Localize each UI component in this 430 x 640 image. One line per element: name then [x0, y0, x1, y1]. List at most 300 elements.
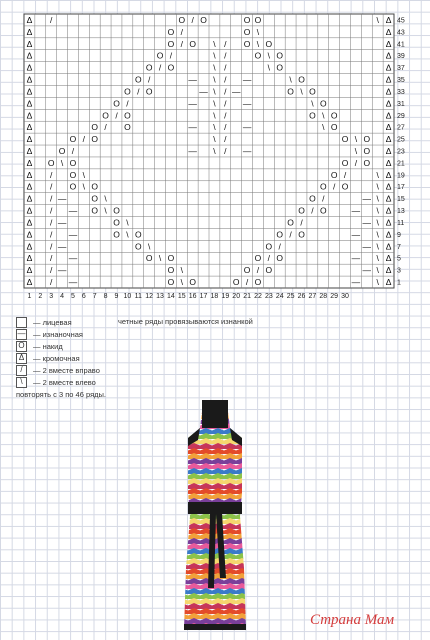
column-number-label: 19: [221, 293, 230, 300]
column-number-label: 3: [49, 293, 54, 300]
row-number-label: 21: [397, 160, 405, 168]
stitch-symbol: O: [91, 181, 99, 192]
stitch-symbol: Δ: [26, 74, 33, 85]
stitch-symbol: O: [330, 110, 338, 121]
column-number-label: 27: [308, 293, 317, 300]
row-number-label: 41: [397, 41, 405, 49]
stitch-symbol: O: [91, 134, 99, 145]
stitch-symbol: O: [69, 157, 77, 168]
stitch-symbol: O: [167, 265, 175, 276]
stitch-symbol: O: [363, 146, 371, 156]
stitch-symbol: /: [50, 193, 53, 204]
stitch-symbol: \: [256, 38, 260, 49]
stitch-symbol: O: [363, 134, 371, 145]
stitch-symbol: Δ: [385, 134, 392, 145]
stitch-symbol: \: [180, 265, 183, 276]
column-number-label: 22: [254, 293, 262, 300]
stitch-symbol: \: [311, 98, 314, 109]
column-number-label: 16: [188, 293, 197, 300]
stitch-symbol: —: [199, 86, 208, 97]
stitch-symbol: \: [376, 193, 379, 204]
stitch-symbol: —: [57, 241, 67, 252]
stitch-symbol: /: [224, 110, 227, 121]
stitch-symbol: /: [300, 217, 303, 228]
stitch-symbol: —: [68, 253, 78, 264]
yarn-over-symbol: O: [16, 341, 27, 352]
stitch-symbol: /: [82, 134, 86, 145]
column-number-label: 4: [60, 293, 65, 300]
k2tog-left-symbol: \: [16, 377, 27, 388]
stitch-symbol: O: [254, 50, 262, 61]
stitch-symbol: O: [319, 205, 327, 216]
stitch-symbol: /: [50, 229, 53, 240]
stitch-symbol: /: [224, 38, 227, 49]
legend-yarn-over: [16, 340, 67, 352]
stitch-symbol: —: [242, 74, 252, 85]
stitch-symbol: \: [289, 74, 292, 85]
purl-symbol: —: [17, 329, 26, 338]
stitch-symbol: /: [224, 86, 227, 97]
stitch-symbol: —: [362, 217, 372, 228]
stitch-symbol: O: [167, 26, 175, 37]
stitch-symbol: O: [243, 38, 251, 49]
stitch-symbol: O: [341, 181, 349, 192]
stitch-symbol: O: [167, 253, 175, 264]
row-number-label: 27: [397, 124, 405, 132]
stitch-symbol: Δ: [26, 157, 33, 168]
stitch-symbol: O: [319, 98, 327, 109]
stitch-symbol: \: [82, 169, 86, 180]
stitch-symbol: /: [267, 253, 271, 264]
stitch-symbol: O: [287, 217, 294, 228]
stitch-symbol: Δ: [385, 277, 392, 288]
stitch-symbol: O: [341, 157, 349, 168]
stitch-symbol: \: [213, 110, 216, 121]
row-number-label: 17: [397, 184, 405, 192]
stitch-symbol: \: [126, 217, 129, 228]
dress-zigzag-stripe: [170, 633, 260, 638]
stitch-symbol: \: [213, 134, 216, 145]
stitch-symbol: /: [224, 62, 227, 73]
stitch-symbol: O: [298, 205, 305, 216]
stitch-symbol: Δ: [385, 74, 392, 85]
row-number-label: 33: [397, 88, 405, 96]
stitch-symbol: /: [50, 181, 53, 192]
column-number-label: 14: [167, 293, 175, 300]
stitch-symbol: O: [145, 86, 153, 97]
stitch-symbol: Δ: [385, 110, 392, 121]
stitch-symbol: O: [363, 157, 371, 168]
stitch-symbol: \: [354, 146, 358, 156]
legend-k2tog-right: [16, 364, 104, 376]
stitch-symbol: Δ: [385, 205, 392, 216]
stitch-symbol: O: [189, 277, 196, 288]
stitch-symbol: Δ: [26, 277, 33, 288]
stitch-symbol: \: [256, 26, 260, 37]
legend-label: — кромочная: [33, 353, 80, 363]
stitch-symbol: Δ: [385, 157, 392, 168]
stitch-symbol: /: [71, 146, 75, 156]
stitch-symbol: O: [200, 14, 207, 25]
stitch-symbol: Δ: [385, 265, 392, 276]
stitch-symbol: \: [376, 241, 379, 252]
legend-label: — накид: [33, 341, 63, 351]
stitch-symbol: O: [298, 229, 305, 240]
stitch-symbol: Δ: [385, 217, 392, 228]
stitch-symbol: Δ: [26, 98, 33, 109]
column-number-label: 8: [103, 293, 108, 300]
stitch-symbol: O: [134, 229, 142, 240]
row-number-label: 3: [397, 267, 401, 275]
stitch-symbol: O: [254, 277, 262, 288]
stitch-symbol: —: [68, 229, 78, 240]
column-number-label: 12: [145, 293, 154, 300]
stitch-symbol: /: [126, 98, 129, 109]
legend-purl: [16, 328, 87, 340]
stitch-symbol: /: [343, 169, 347, 180]
column-number-label: 6: [81, 293, 86, 300]
stitch-symbol: \: [147, 241, 151, 252]
stitch-symbol: O: [309, 86, 316, 97]
stitch-symbol: Δ: [26, 38, 33, 49]
stitch-symbol: Δ: [26, 229, 33, 240]
legend-knit: [16, 316, 76, 328]
stitch-symbol: \: [322, 110, 325, 121]
column-number-label: 18: [210, 293, 219, 300]
stitch-symbol: Δ: [385, 62, 392, 73]
stitch-symbol: /: [256, 265, 260, 276]
stitch-symbol: \: [376, 217, 379, 228]
legend-label: — лицевая: [33, 317, 72, 327]
stitch-symbol: O: [145, 253, 153, 264]
stitch-symbol: \: [104, 205, 107, 216]
stitch-symbol: Δ: [26, 122, 33, 133]
row-number-label: 13: [397, 208, 405, 216]
stitch-symbol: O: [265, 38, 273, 49]
stitch-symbol: Δ: [385, 26, 392, 37]
column-number-label: 9: [114, 293, 119, 300]
stitch-symbol: O: [167, 277, 175, 288]
stitch-symbol: /: [50, 253, 53, 264]
stitch-symbol: Δ: [385, 169, 392, 180]
stitch-symbol: O: [243, 26, 251, 37]
row-number-label: 1: [397, 279, 401, 287]
stitch-symbol: /: [191, 14, 194, 25]
stitch-symbol: /: [137, 86, 140, 97]
stitch-symbol: Δ: [26, 193, 33, 204]
stitch-symbol: /: [169, 50, 173, 61]
stitch-symbol: /: [50, 265, 53, 276]
stitch-symbol: /: [224, 134, 227, 145]
stitch-symbol: —: [351, 229, 361, 240]
column-number-label: 20: [232, 293, 241, 300]
stitch-symbol: /: [278, 241, 281, 252]
stitch-symbol: O: [254, 14, 262, 25]
stitch-symbol: /: [50, 217, 53, 228]
stitch-symbol: \: [376, 265, 379, 276]
stitch-symbol: /: [104, 122, 107, 133]
stitch-symbol: O: [265, 265, 273, 276]
stitch-symbol: /: [115, 110, 118, 121]
stitch-symbol: O: [265, 241, 273, 252]
stitch-symbol: —: [362, 241, 372, 252]
row-number-label: 11: [397, 219, 405, 227]
stitch-symbol: /: [50, 205, 53, 216]
stitch-symbol: \: [322, 122, 325, 133]
stitch-symbol: O: [58, 146, 66, 156]
stitch-symbol: O: [243, 265, 251, 276]
stitch-symbol: O: [113, 229, 120, 240]
stitch-symbol: /: [332, 181, 336, 192]
stitch-symbol: —: [68, 277, 78, 288]
stitch-symbol: Δ: [26, 169, 33, 180]
row-number-label: 37: [397, 65, 405, 73]
stitch-symbol: /: [50, 277, 53, 288]
stitch-symbol: \: [104, 193, 107, 204]
stitch-symbol: —: [188, 98, 197, 109]
stitch-symbol: /: [180, 38, 183, 49]
stitch-symbol: Δ: [26, 50, 33, 61]
stitch-symbol: —: [188, 122, 197, 133]
stitch-symbol: \: [213, 50, 216, 61]
stitch-symbol: O: [91, 193, 99, 204]
stitch-symbol: \: [376, 14, 379, 25]
stitch-symbol: /: [322, 193, 325, 204]
stitch-symbol: \: [267, 50, 271, 61]
stitch-symbol: Δ: [26, 86, 33, 97]
legend-label: — изнаночная: [33, 329, 83, 339]
stitch-symbol: /: [289, 229, 292, 240]
stitch-symbol: \: [300, 86, 303, 97]
stitch-symbol: O: [309, 110, 316, 121]
stitch-symbol: Δ: [385, 122, 392, 133]
stitch-symbol: —: [362, 265, 372, 276]
stitch-symbol: Δ: [26, 253, 33, 264]
legend-k2tog-left: [16, 376, 100, 388]
stitch-symbol: —: [242, 122, 252, 133]
site-watermark: Страна Мам: [310, 612, 395, 628]
stitch-symbol: O: [178, 14, 186, 25]
stitch-symbol: /: [224, 98, 227, 109]
stitch-symbol: O: [69, 169, 77, 180]
column-number-label: 28: [319, 293, 328, 300]
stitch-symbol: —: [57, 217, 67, 228]
repeat-note: повторять с 3 по 46 ряды.: [16, 390, 106, 399]
stitch-symbol: \: [267, 62, 271, 73]
stitch-symbol: \: [376, 181, 379, 192]
stitch-symbol: \: [213, 38, 216, 49]
legend-label: — 2 вместе влево: [33, 377, 96, 387]
stitch-symbol: —: [68, 205, 78, 216]
stitch-symbol: O: [91, 122, 99, 133]
stitch-symbol: O: [113, 205, 120, 216]
stitch-symbol: /: [224, 50, 227, 61]
stitch-symbol: /: [224, 74, 227, 85]
stitch-symbol: O: [113, 98, 120, 109]
stitch-symbol: Δ: [385, 253, 392, 264]
stitch-symbol: O: [134, 74, 142, 85]
column-number-label: 21: [243, 293, 251, 300]
stitch-symbol: —: [362, 193, 372, 204]
stitch-symbol: —: [188, 146, 197, 156]
stitch-symbol: O: [167, 38, 175, 49]
stitch-symbol: /: [147, 74, 151, 85]
legend-label: — 2 вместе вправо: [33, 365, 100, 375]
stitch-symbol: Δ: [385, 229, 392, 240]
stitch-symbol: \: [213, 86, 216, 97]
stitch-symbol: \: [376, 229, 379, 240]
stitch-symbol: \: [376, 253, 379, 264]
stitch-symbol: —: [351, 277, 361, 288]
stitch-symbol: O: [124, 122, 131, 133]
stitch-symbol: —: [242, 98, 252, 109]
stitch-symbol: Δ: [26, 205, 33, 216]
stitch-symbol: Δ: [26, 181, 33, 192]
dress-collar: [202, 400, 228, 428]
column-number-label: 10: [123, 293, 132, 300]
stitch-symbol: O: [145, 62, 153, 73]
stitch-symbol: Δ: [385, 98, 392, 109]
stitch-symbol: /: [180, 26, 183, 37]
column-number-label: 29: [330, 293, 339, 300]
stitch-symbol: \: [213, 74, 216, 85]
column-number-label: 25: [286, 293, 295, 300]
row-number-label: 7: [397, 243, 401, 251]
stitch-symbol: O: [330, 169, 338, 180]
header-note: четные ряды провязываются изнанкой: [118, 317, 253, 326]
stitch-symbol: O: [298, 74, 305, 85]
stitch-symbol: O: [243, 14, 251, 25]
stitch-symbol: \: [60, 157, 64, 168]
stitch-symbol: O: [156, 50, 164, 61]
dress-waist-band: [188, 502, 242, 514]
stitch-symbol: O: [319, 181, 327, 192]
stitch-symbol: O: [167, 62, 175, 73]
stitch-symbol: —: [351, 253, 361, 264]
stitch-symbol: /: [224, 122, 227, 133]
row-number-label: 43: [397, 29, 405, 37]
row-number-label: 15: [397, 196, 405, 204]
stitch-symbol: O: [330, 122, 338, 133]
stitch-symbol: O: [124, 110, 131, 121]
stitch-symbol: O: [276, 50, 284, 61]
row-number-label: 9: [397, 231, 401, 239]
stitch-symbol: —: [188, 74, 197, 85]
stitch-symbol: Δ: [26, 265, 33, 276]
column-number-label: 24: [275, 293, 284, 300]
column-number-label: 17: [199, 293, 208, 300]
row-number-label: 25: [397, 136, 405, 144]
column-number-label: 30: [341, 293, 349, 300]
stitch-symbol: /: [354, 157, 358, 168]
stitch-symbol: Δ: [385, 181, 392, 192]
stitch-symbol: O: [276, 62, 284, 73]
stitch-symbol: O: [69, 134, 77, 145]
knitting-chart: [0, 0, 430, 310]
dress-hem: [184, 624, 246, 630]
stitch-symbol: Δ: [26, 217, 33, 228]
row-number-label: 35: [397, 77, 405, 85]
stitch-symbol: /: [50, 241, 53, 252]
stitch-symbol: —: [242, 146, 252, 156]
row-number-label: 19: [397, 172, 405, 180]
stitch-symbol: /: [245, 277, 249, 288]
edge-stitch-symbol: Δ: [16, 353, 27, 364]
dress-photo: [170, 398, 260, 638]
stitch-symbol: Δ: [385, 241, 392, 252]
stitch-symbol: Δ: [385, 14, 392, 25]
column-number-label: 26: [297, 293, 306, 300]
stitch-symbol: \: [354, 134, 358, 145]
stitch-symbol: \: [376, 169, 379, 180]
row-number-label: 23: [397, 148, 405, 156]
stitch-symbol: O: [91, 205, 99, 216]
stitch-symbol: Δ: [26, 134, 33, 145]
column-number-label: 1: [27, 293, 32, 300]
stitch-symbol: O: [134, 241, 142, 252]
stitch-symbol: —: [57, 265, 67, 276]
stitch-symbol: Δ: [26, 26, 33, 37]
stitch-symbol: O: [189, 38, 196, 49]
stitch-symbol: O: [124, 86, 131, 97]
stitch-symbol: \: [158, 253, 162, 264]
column-number-label: 11: [134, 293, 142, 300]
stitch-symbol: \: [180, 277, 183, 288]
stitch-symbol: Δ: [385, 50, 392, 61]
row-number-label: 45: [397, 17, 405, 25]
stitch-symbol: \: [126, 229, 129, 240]
stitch-symbol: /: [311, 205, 314, 216]
stitch-symbol: \: [376, 205, 379, 216]
stitch-symbol: Δ: [26, 146, 33, 156]
column-number-label: 5: [71, 293, 75, 300]
row-number-label: 31: [397, 100, 405, 108]
k2tog-right-symbol: /: [16, 365, 27, 376]
stitch-symbol: O: [287, 86, 294, 97]
stitch-symbol: O: [47, 157, 55, 168]
stitch-symbol: \: [213, 146, 216, 156]
stitch-symbol: \: [213, 122, 216, 133]
stitch-symbol: \: [82, 181, 86, 192]
stitch-symbol: Δ: [385, 193, 392, 204]
stitch-symbol: —: [57, 193, 67, 204]
column-number-label: 2: [38, 293, 43, 300]
stitch-symbol: /: [50, 14, 53, 25]
row-number-label: 39: [397, 53, 405, 61]
column-number-label: 23: [264, 293, 273, 300]
stitch-symbol: O: [102, 110, 109, 121]
stitch-symbol: O: [276, 253, 284, 264]
stitch-symbol: Δ: [26, 241, 33, 252]
stitch-symbol: Δ: [26, 14, 33, 25]
row-number-label: 29: [397, 112, 405, 120]
stitch-symbol: O: [309, 193, 316, 204]
stitch-symbol: O: [113, 217, 120, 228]
stitch-symbol: —: [351, 205, 361, 216]
stitch-symbol: O: [69, 181, 77, 192]
column-number-label: 15: [177, 293, 186, 300]
stitch-symbol: \: [376, 277, 379, 288]
stitch-symbol: Δ: [385, 146, 392, 156]
column-number-label: 7: [92, 293, 97, 300]
stitch-symbol: Δ: [385, 38, 392, 49]
stitch-symbol: /: [50, 169, 53, 180]
stitch-symbol: O: [341, 134, 349, 145]
legend-edge: [16, 352, 84, 364]
knit-symbol-box: [16, 317, 27, 328]
stitch-symbol: /: [158, 62, 162, 73]
stitch-symbol: O: [254, 253, 262, 264]
